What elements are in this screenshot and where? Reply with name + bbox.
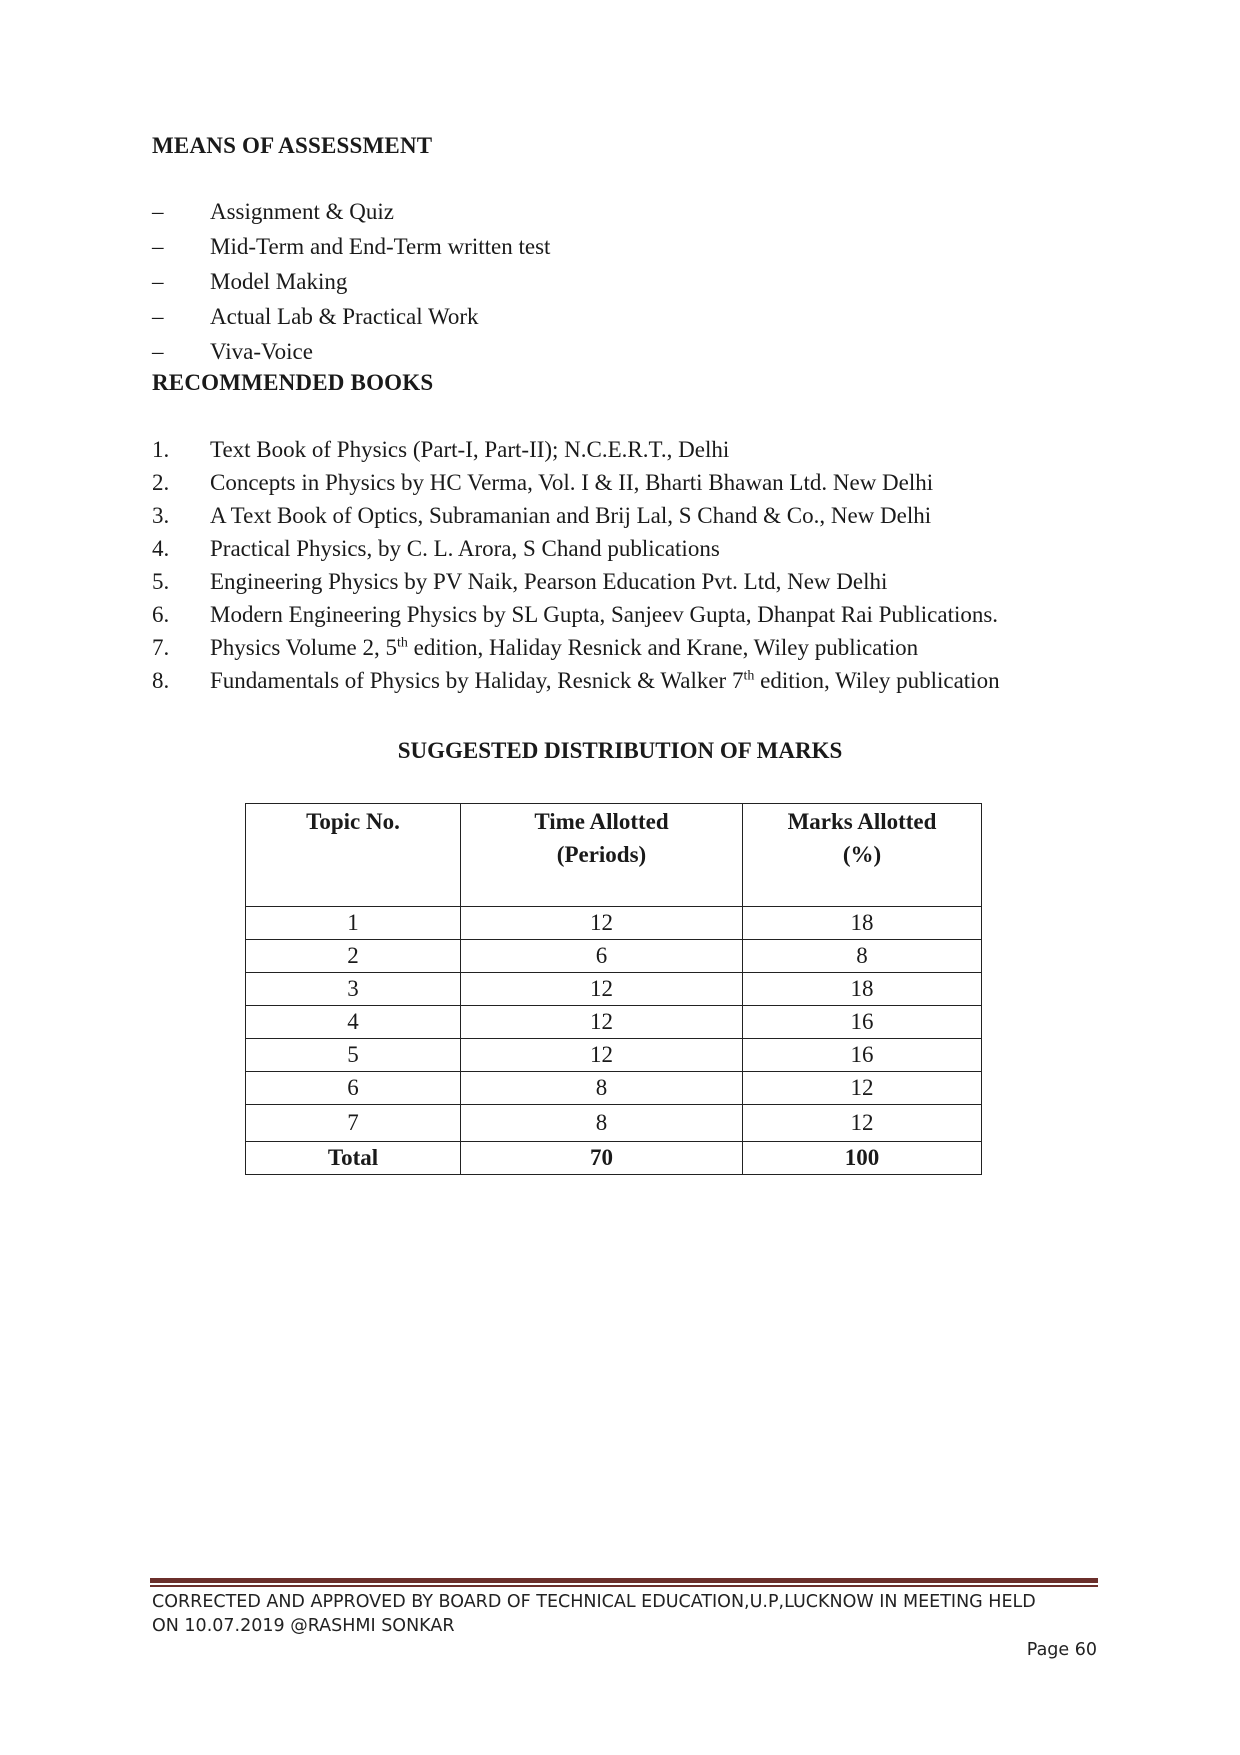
dash-marker: – — [152, 234, 164, 259]
list-item: 1. Text Book of Physics (Part-I, Part-II); N.C.E.R.T., Delhi — [152, 437, 730, 462]
footer-divider-thin — [150, 1585, 1098, 1587]
list-item: 8. Fundamentals of Physics by Haliday, Resnick & Walker 7th edition, Wiley publication — [152, 668, 1000, 693]
table-row: 3 12 18 — [246, 973, 982, 1006]
assessment-list — [152, 194, 550, 369]
table-total-row: Total 70 100 — [246, 1142, 982, 1175]
table-row: 2 6 8 — [246, 940, 982, 973]
list-item: – Assignment & Quiz — [152, 194, 550, 229]
header-time-allotted: Time Allotted (Periods) — [461, 804, 743, 907]
list-item: 6. Modern Engineering Physics by SL Gupta, Sanjeev Gupta, Dhanpat Rai Publications. — [152, 602, 999, 627]
dash-marker: – — [152, 269, 164, 294]
table-row: 5 12 16 — [246, 1039, 982, 1072]
dash-marker: – — [152, 339, 164, 364]
header-marks-allotted: Marks Allotted (%) — [743, 804, 982, 907]
list-item: – Actual Lab & Practical Work — [152, 299, 550, 334]
list-item: 5. Engineering Physics by PV Naik, Pearson Education Pvt. Ltd, New Delhi — [152, 569, 888, 594]
list-item: – Mid-Term and End-Term written test — [152, 229, 550, 264]
footer-divider — [150, 1578, 1098, 1583]
list-item: – Model Making — [152, 264, 550, 299]
page-number: Page 60 — [1026, 1640, 1097, 1660]
distribution-title: SUGGESTED DISTRIBUTION OF MARKS — [397, 738, 843, 763]
list-item: 3. A Text Book of Optics, Subramanian and Brij Lal, S Chand & Co., New Delhi — [152, 503, 932, 528]
table-header-row — [246, 804, 982, 907]
list-item: 7. Physics Volume 2, 5th edition, Haliday Resnick and Krane, Wiley publication — [152, 635, 919, 660]
books-heading: RECOMMENDED BOOKS — [152, 370, 434, 395]
list-item: 2. Concepts in Physics by HC Verma, Vol. I & II, Bharti Bhawan Ltd. New Delhi — [152, 470, 934, 495]
footer-note: CORRECTED AND APPROVED BY BOARD OF TECHNICAL EDUCATION,U.P,LUCKNOW IN MEETING HELD ON 10.07.2019 @RASHMI SONKAR — [152, 1592, 1036, 1636]
table-row: 1 12 18 — [246, 907, 982, 940]
books-list — [152, 433, 1000, 697]
table-row: 4 12 16 — [246, 1006, 982, 1039]
dash-marker: – — [152, 199, 164, 224]
dash-marker: – — [152, 304, 164, 329]
table-row: 7 8 12 — [246, 1105, 982, 1142]
marks-table — [245, 803, 982, 1175]
list-item: 4. Practical Physics, by C. L. Arora, S Chand publications — [152, 536, 720, 561]
header-topic-no: Topic No. — [246, 804, 461, 907]
assessment-heading: MEANS OF ASSESSMENT — [152, 133, 433, 158]
table-row: 6 8 12 — [246, 1072, 982, 1105]
list-item: – Viva-Voice — [152, 334, 550, 369]
